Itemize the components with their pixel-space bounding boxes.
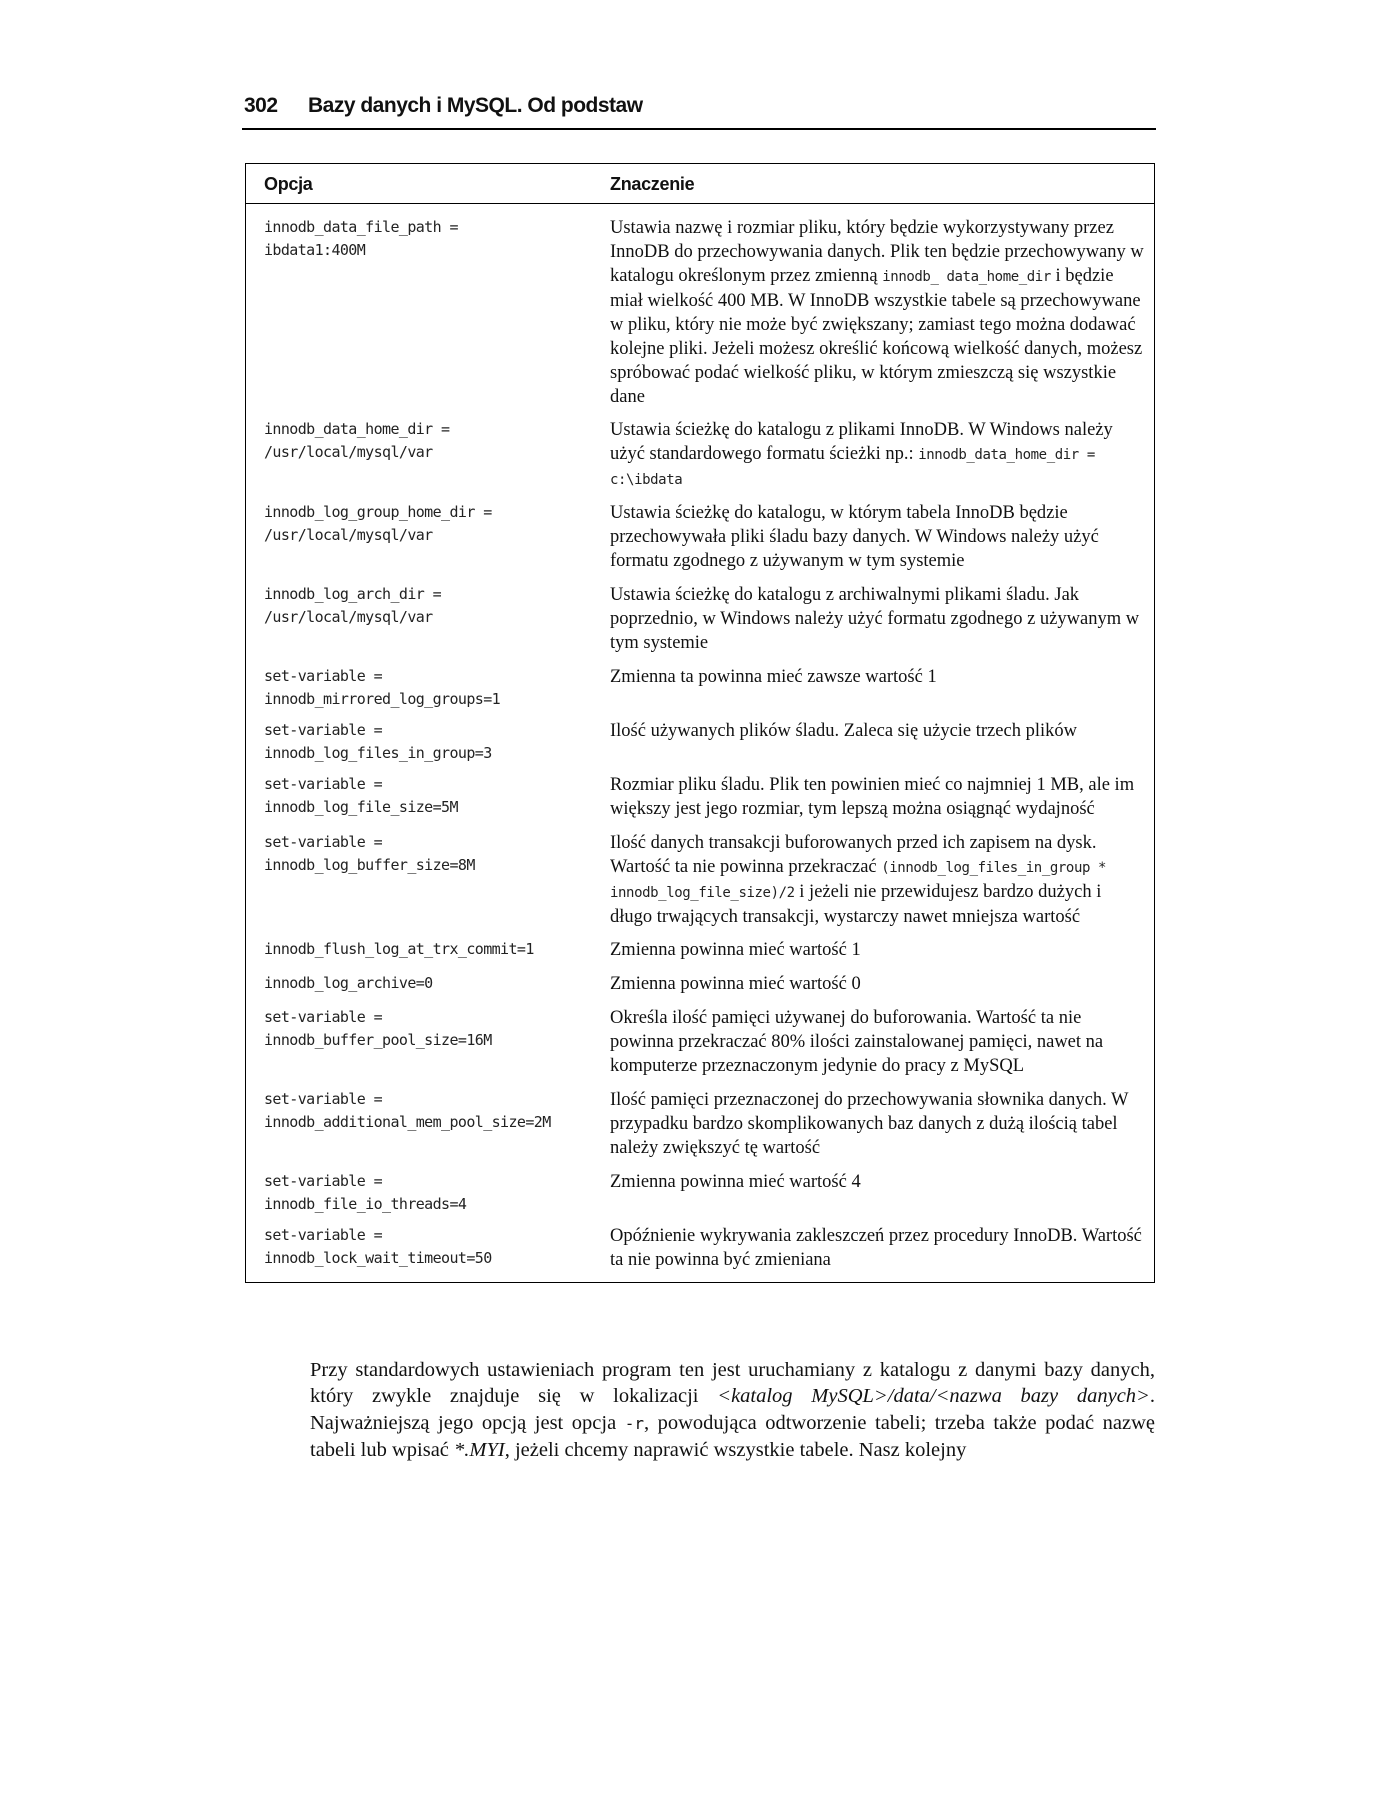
description-text: Opóźnienie wykrywania zakleszczeń przez procedury InnoDB. Wartość ta nie powinna być zmieniana [610, 1226, 1142, 1270]
table-row [246, 1088, 1155, 1170]
table-row [246, 1224, 1155, 1283]
description-cell [592, 418, 1155, 501]
data-path: <katalog MySQL>/data/<nazwa bazy danych> [717, 1385, 1150, 1407]
table-header-row [246, 164, 1155, 204]
description-cell [592, 719, 1155, 773]
description-text: Rozmiar pliku śladu. Plik ten powinien mieć co najmniej 1 MB, ale im większy jest jego rozmiar, tym lepszą można osiągnąć wydajność [610, 775, 1135, 819]
file-pattern: *.MYI [454, 1439, 505, 1461]
description-cell [592, 501, 1155, 583]
table-row [246, 418, 1155, 501]
running-header [242, 92, 1156, 130]
description-text: Zmienna powinna mieć wartość 0 [610, 974, 861, 994]
table-row [246, 773, 1155, 831]
option-cell: set-variable = innodb_lock_wait_timeout=50 [264, 1226, 492, 1267]
table-row [246, 665, 1155, 719]
description-text: Zmienna powinna mieć wartość 4 [610, 1172, 861, 1192]
description-text: Ilość używanych plików śladu. Zaleca się użycie trzech plików [610, 721, 1077, 741]
table-row [246, 1170, 1155, 1224]
book-title: Bazy danych i MySQL. Od podstaw [308, 94, 643, 117]
description-cell [592, 1224, 1155, 1283]
body-paragraph [310, 1357, 1155, 1464]
option-cell: set-variable = innodb_buffer_pool_size=16M [264, 1008, 492, 1049]
option-cell: set-variable = innodb_mirrored_log_groups=1 [264, 667, 501, 708]
description-cell [592, 938, 1155, 972]
table-row [246, 972, 1155, 1006]
table-body [246, 204, 1155, 1283]
option-cell: set-variable = innodb_log_file_size=5M [264, 775, 458, 816]
paragraph-text: , powodująca odtworzenie tabeli; trzeba także podać nazwę tabeli lub wpisać [310, 1411, 1155, 1461]
paragraph-text: , jeżeli chcemy naprawić wszystkie tabele. Nasz kolejny [504, 1439, 967, 1461]
option-cell: set-variable = innodb_log_files_in_group=3 [264, 721, 492, 762]
description-text: Ilość pamięci przeznaczonej do przechowywania słownika danych. W przypadku bardzo skomplikowanych baz danych z dużą ilością tabel należy zwiększyć tę wartość [610, 1090, 1129, 1158]
description-text: Ilość danych transakcji buforowanych przed ich zapisem na dysk. Wartość ta nie powinna przekraczać [610, 833, 1097, 877]
option-cell: set-variable = innodb_log_buffer_size=8M [264, 833, 475, 874]
page-number: 302 [244, 94, 278, 117]
paragraph-text: Przy standardowych ustawieniach program ten jest uruchamiany z katalogu z danymi bazy danych, który zwykle znajduje się w lokalizacji [310, 1358, 1155, 1407]
option-cell: set-variable = innodb_file_io_threads=4 [264, 1172, 467, 1213]
description-text: Ustawia ścieżkę do katalogu z archiwalnymi plikami śladu. Jak poprzednio, w Windows należy użyć formatu zgodnego z używanym w tym systemie [610, 585, 1140, 653]
option-cell: set-variable = innodb_additional_mem_pool_size=2M [264, 1090, 551, 1131]
option-cell: innodb_log_group_home_dir = /usr/local/mysql/var [264, 503, 492, 544]
inline-code: (innodb_log_files_in_group * innodb_log_file_size)/2 [610, 860, 1107, 901]
description-text: i będzie miał wielkość 400 MB. W InnoDB wszystkie tabele są przechowywane w pliku, który nie może być zwiększany; zamiast tego można dodawać kolejne pliki. Jeżeli możesz określić końcową wielkość danych, możesz spróbować podać wielkość pliku, w którym zmieszczą się wszystkie dane [610, 266, 1143, 407]
description-text: Zmienna ta powinna mieć zawsze wartość 1 [610, 667, 937, 687]
description-cell [592, 204, 1155, 419]
description-text: Ustawia ścieżkę do katalogu, w którym tabela InnoDB będzie przechowywała pliki śladu bazy danych. W Windows należy użyć formatu zgodnego z używanym w tym systemie [610, 503, 1099, 571]
description-cell [592, 1088, 1155, 1170]
inline-code: innodb_ data_home_dir [882, 269, 1051, 285]
description-text: Zmienna powinna mieć wartość 1 [610, 940, 861, 960]
description-text: i jeżeli nie przewidujesz bardzo dużych i długo trwających transakcji, wystarczy nawet mniejsza wartość [610, 882, 1102, 927]
description-cell [592, 972, 1155, 1006]
table-row [246, 501, 1155, 583]
description-text: Określa ilość pamięci używanej do buforowania. Wartość ta nie powinna przekraczać 80% ilości zainstalowanej pamięci, nawet na komputerze przeznaczonym jedynie do pracy z MySQL [610, 1008, 1104, 1076]
description-text: Ustawia ścieżkę do katalogu z plikami InnoDB. W Windows należy użyć standardowego formatu ścieżki np.: [610, 420, 1113, 464]
description-cell [592, 1170, 1155, 1224]
column-header-meaning: Znaczenie [592, 164, 1155, 204]
description-text: Ustawia nazwę i rozmiar pliku, który będzie wykorzystywany przez InnoDB do przechowywania danych. Plik ten będzie przechowywany w katalogu określonym przez zmienną [610, 218, 1144, 286]
description-cell [592, 583, 1155, 665]
description-cell [592, 665, 1155, 719]
table-row [246, 831, 1155, 938]
description-cell [592, 1006, 1155, 1088]
repair-flag: -r [624, 1413, 644, 1433]
table-row [246, 204, 1155, 419]
table-row [246, 719, 1155, 773]
table-row [246, 938, 1155, 972]
option-cell: innodb_data_home_dir = /usr/local/mysql/var [264, 420, 450, 461]
column-header-option: Opcja [246, 164, 593, 204]
paragraph-text: . Najważniejszą jego opcją jest opcja [310, 1385, 1156, 1434]
table-row [246, 583, 1155, 665]
description-cell [592, 773, 1155, 831]
option-cell: innodb_data_file_path = ibdata1:400M [264, 218, 458, 259]
option-cell: innodb_log_archive=0 [264, 974, 433, 992]
table-row [246, 1006, 1155, 1088]
description-cell [592, 831, 1155, 938]
option-cell: innodb_log_arch_dir = /usr/local/mysql/var [264, 585, 442, 626]
option-cell: innodb_flush_log_at_trx_commit=1 [264, 940, 534, 958]
innodb-options-table [245, 163, 1155, 1283]
inline-code: innodb_data_home_dir = c:\ibdata [610, 447, 1095, 488]
